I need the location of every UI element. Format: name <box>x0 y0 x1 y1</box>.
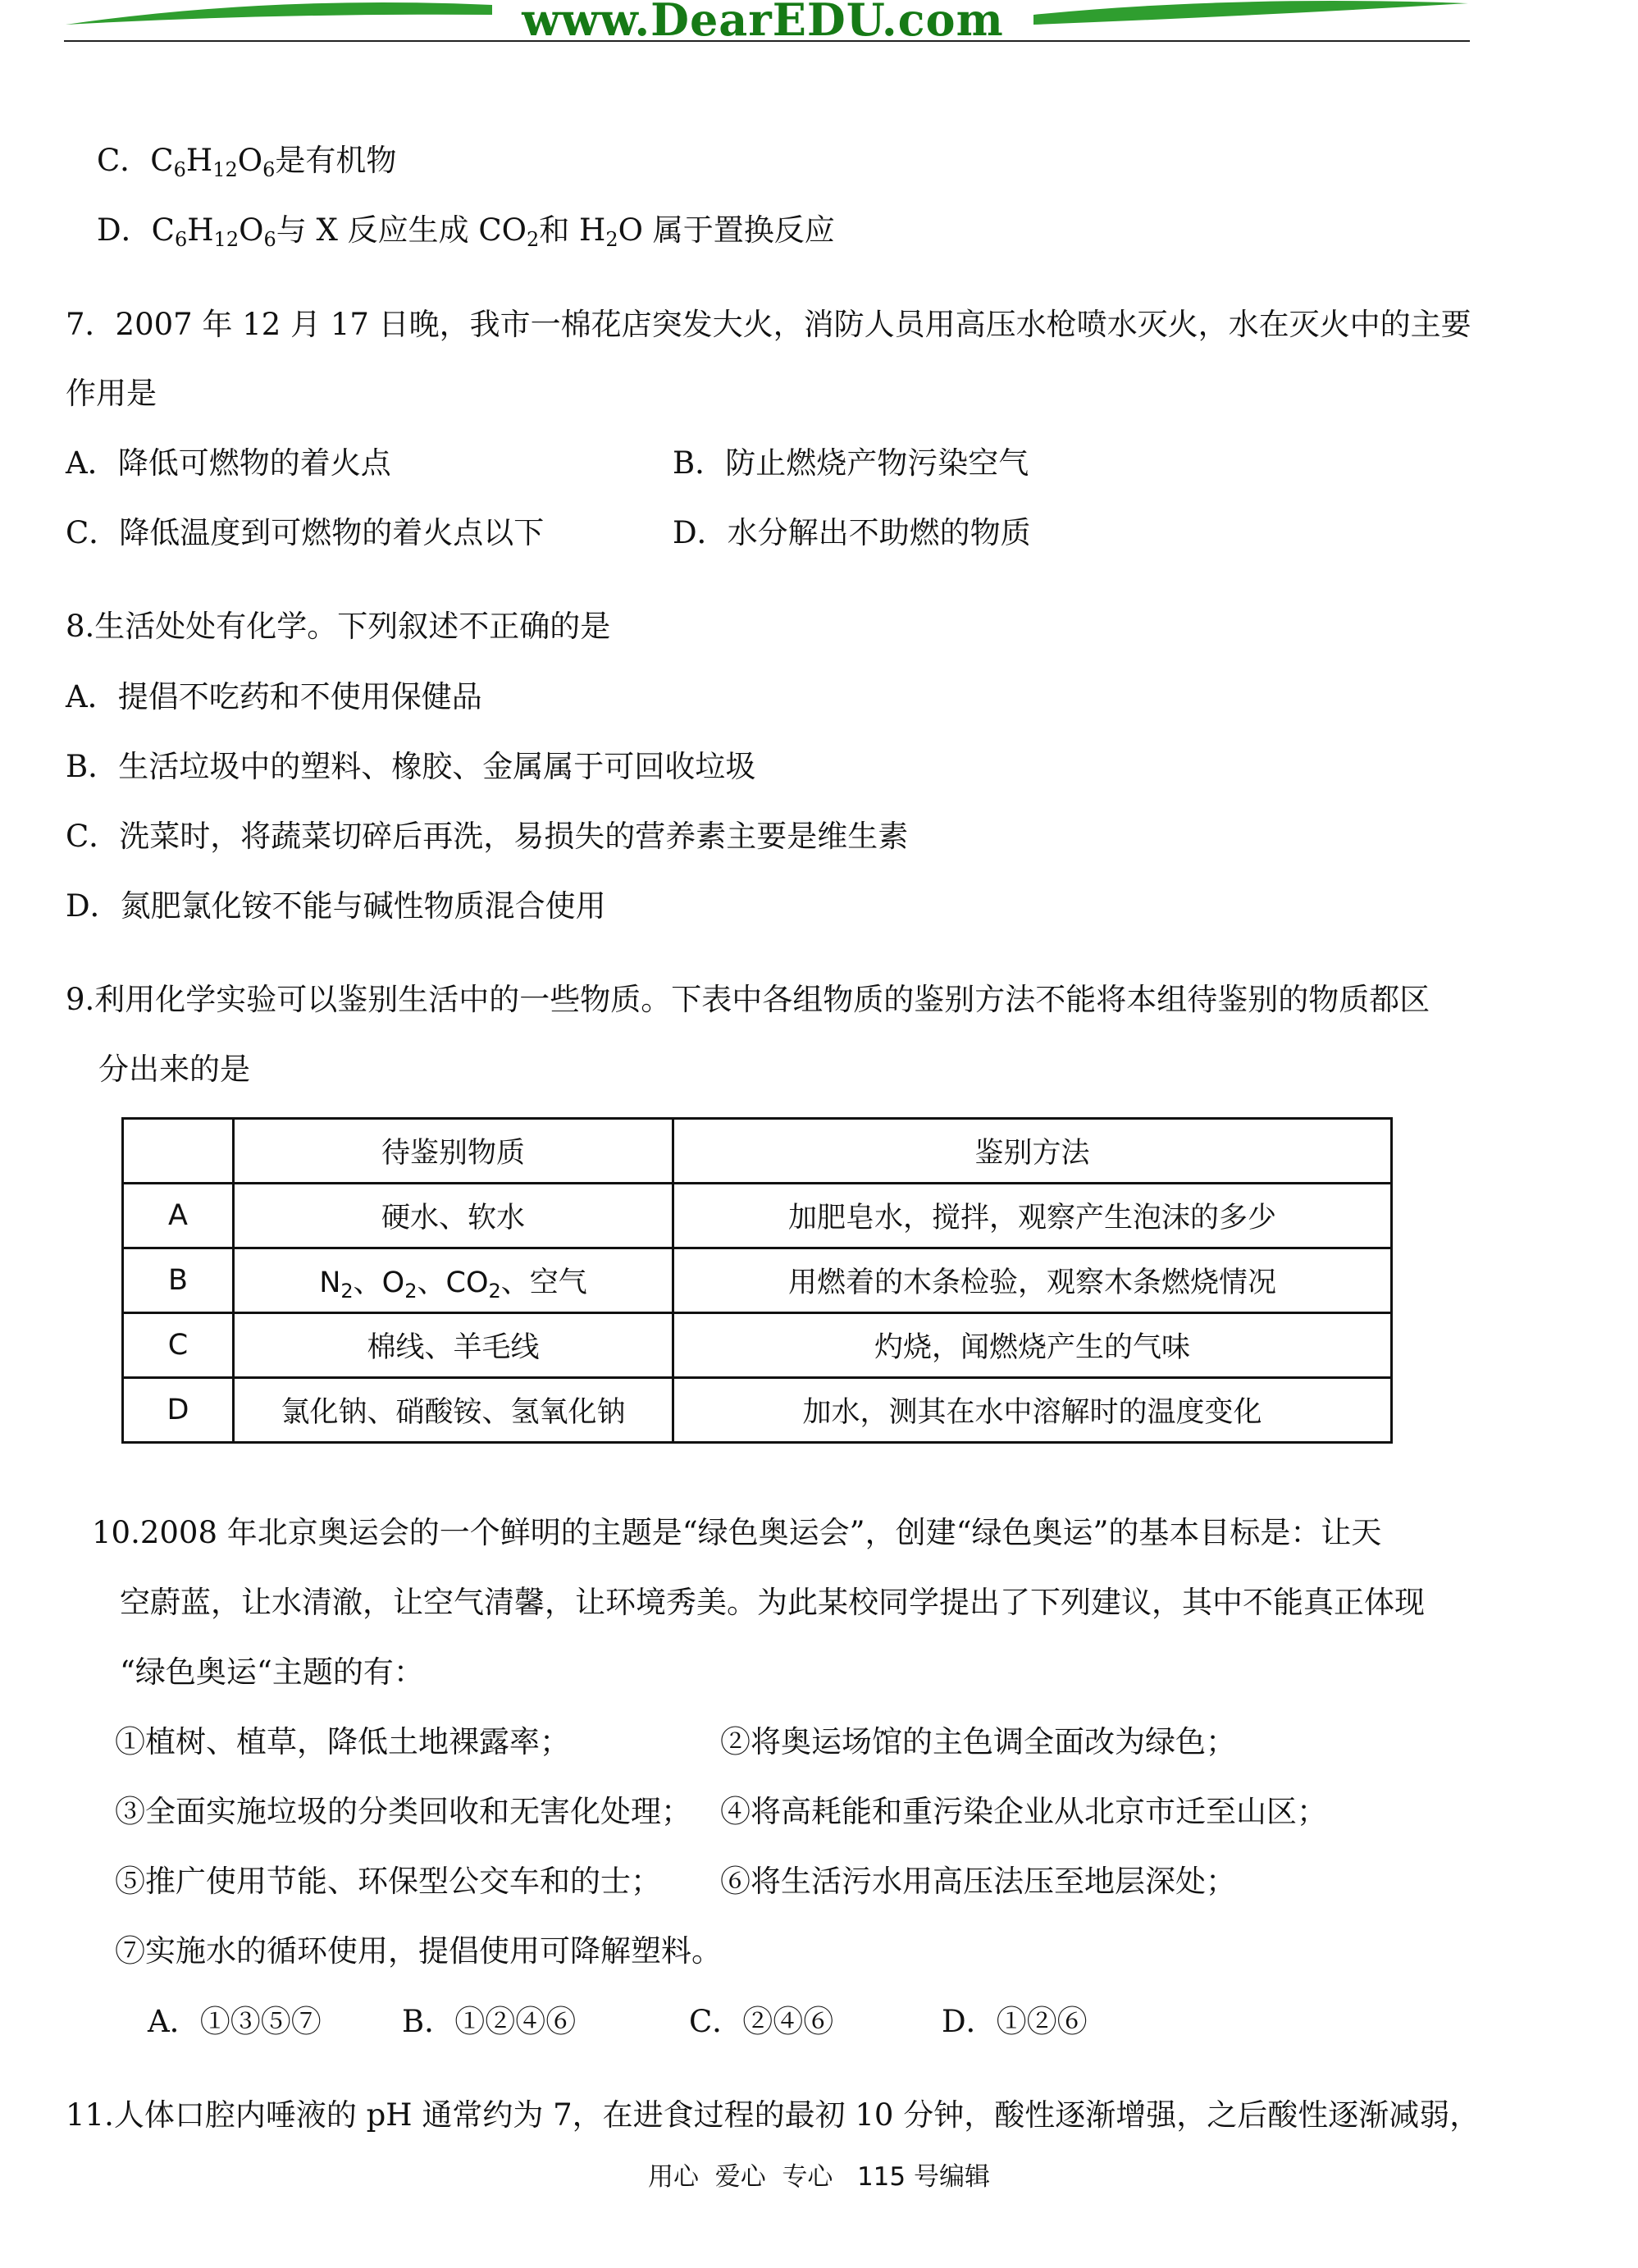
row-label: D <box>123 1378 234 1443</box>
q10-stem-line2: 空蔚蓝，让水清澈，让空气清馨，让环境秀美。为此某校同学提出了下列建议，其中不能真正体现 <box>120 1585 1425 1620</box>
q10-stem-line3: “绿色奥运“主题的有： <box>120 1654 424 1690</box>
q6-option-d: D．$C_6H_{12}O_6$与 X 反应生成 $CO_2$和 $H_2O$ 属于置换反应 <box>97 212 835 251</box>
q8-stem: 8.生活处处有化学。下列叙述不正确的是 <box>66 609 611 644</box>
row-substance: $N_2$、$O_2$、$CO_2$、空气 <box>234 1248 673 1313</box>
q9-identification-table <box>121 1117 1393 1444</box>
row-substance: 硬水、软水 <box>234 1184 673 1248</box>
q10-stem-line1: 10.2008 年北京奥运会的一个鲜明的主题是“绿色奥运会”，创建“绿色奥运”的基本目标是：让天 <box>92 1515 1382 1550</box>
q10-item-7: ⑦实施水的循环使用，提倡使用可降解塑料。 <box>115 1933 722 1969</box>
q7-stem-line1: 7．2007 年 12 月 17 日晚，我市一棉花店突发大火，消防人员用高压水枪喷水灭火，水在灭火中的主要 <box>66 307 1471 342</box>
table-row <box>123 1378 1392 1443</box>
row-substance: 棉线、羊毛线 <box>234 1313 673 1378</box>
row-method: 用燃着的木条检验，观察木条燃烧情况 <box>673 1248 1392 1313</box>
table-row <box>123 1248 1392 1313</box>
q7-option-d: D．水分解出不助燃的物质 <box>673 515 1031 550</box>
q7-option-b: B．防止燃烧产物污染空气 <box>673 445 1029 481</box>
site-logo-text[interactable]: www.DearEDU.com <box>522 0 1004 46</box>
q6-option-c: C．$C_6H_{12}O_6$是有机物 <box>97 143 397 181</box>
row-method: 加肥皂水，搅拌，观察产生泡沫的多少 <box>673 1184 1392 1248</box>
q10-item-4: ④将高耗能和重污染企业从北京市迁至山区； <box>720 1794 1327 1829</box>
row-label: A <box>123 1184 234 1248</box>
q10-item-3: ③全面实施垃圾的分类回收和无害化处理； <box>115 1794 691 1829</box>
q8-option-c: C．洗菜时，将蔬菜切碎后再洗，易损失的营养素主要是维生素 <box>66 819 909 854</box>
table-row <box>123 1313 1392 1378</box>
q10-option-c: C．②④⑥ <box>689 2004 834 2039</box>
table-header-substance: 待鉴别物质 <box>234 1119 673 1184</box>
q7-option-c: C．降低温度到可燃物的着火点以下 <box>66 515 545 550</box>
site-header <box>0 0 1638 46</box>
q8-option-d: D．氮肥氯化铵不能与碱性物质混合使用 <box>66 888 606 924</box>
row-label: C <box>123 1313 234 1378</box>
q8-option-a: A．提倡不吃药和不使用保健品 <box>66 679 482 714</box>
table-header-label <box>123 1119 234 1184</box>
q10-item-6: ⑥将生活污水用高压法压至地层深处； <box>720 1864 1236 1899</box>
q10-option-b: B．①②④⑥ <box>402 2004 577 2039</box>
row-method: 灼烧，闻燃烧产生的气味 <box>673 1313 1392 1378</box>
table-header-method: 鉴别方法 <box>673 1119 1392 1184</box>
q10-option-d: D．①②⑥ <box>942 2004 1088 2039</box>
row-method: 加水，测其在水中溶解时的温度变化 <box>673 1378 1392 1443</box>
table-row <box>123 1184 1392 1248</box>
table-header-row <box>123 1119 1392 1184</box>
q10-option-a: A．①③⑤⑦ <box>148 2004 322 2039</box>
q11-stem-line1: 11.人体口腔内唾液的 pH 通常约为 7，在进食过程的最初 10 分钟，酸性逐渐增强，之后酸性逐渐减弱， <box>66 2097 1481 2133</box>
q9-stem-line2: 分出来的是 <box>98 1052 250 1087</box>
q8-option-b: B．生活垃圾中的塑料、橡胶、金属属于可回收垃圾 <box>66 749 756 784</box>
q9-stem-line1: 9.利用化学实验可以鉴别生活中的一些物质。下表中各组物质的鉴别方法不能将本组待鉴别的物质都区 <box>66 982 1430 1017</box>
q7-stem-line2: 作用是 <box>66 376 157 411</box>
q10-item-2: ②将奥运场馆的主色调全面改为绿色； <box>720 1724 1236 1759</box>
q10-item-5: ⑤推广使用节能、环保型公交车和的士； <box>115 1864 661 1899</box>
row-substance: 氯化钠、硝酸铵、氢氧化钠 <box>234 1378 673 1443</box>
page-footer: 用心 爱心 专心 115 号编辑 <box>647 2162 990 2192</box>
q7-option-a: A．降低可燃物的着火点 <box>66 445 391 481</box>
q10-item-1: ①植树、植草，降低土地裸露率； <box>115 1724 570 1759</box>
row-label: B <box>123 1248 234 1313</box>
